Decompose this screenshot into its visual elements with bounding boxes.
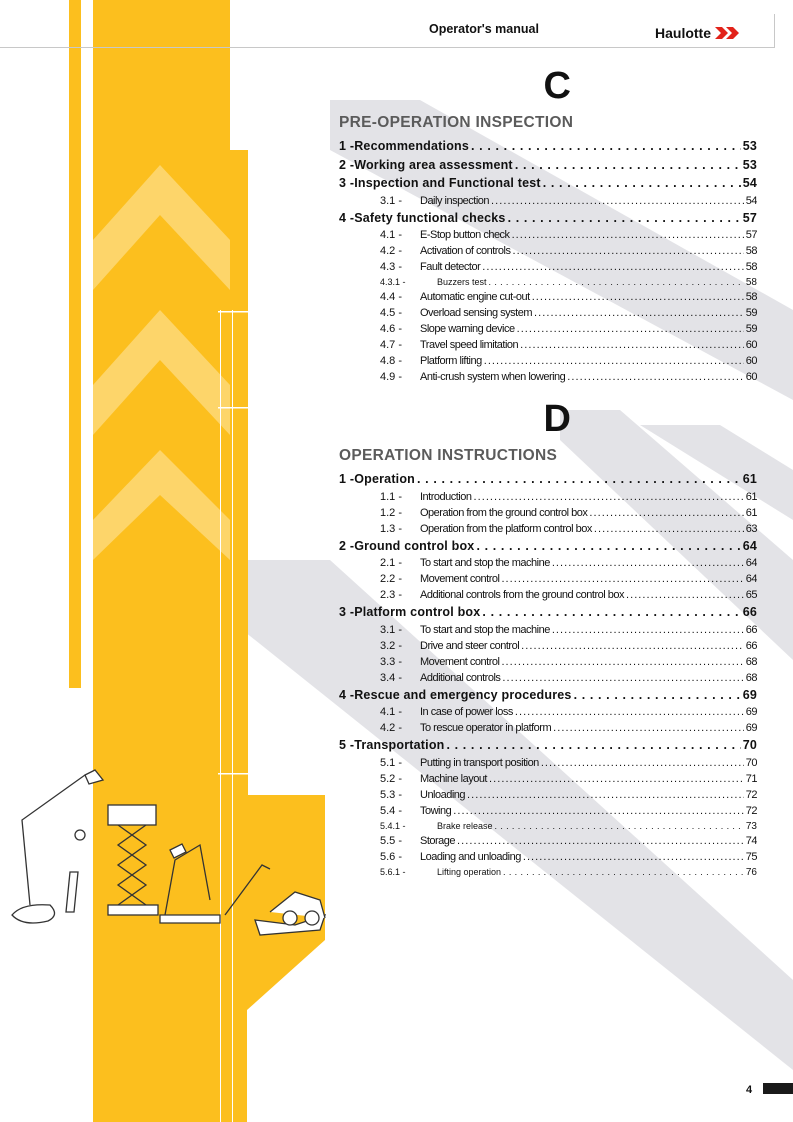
brand-chevrons-icon <box>713 26 745 40</box>
toc-leader-dots <box>589 505 743 521</box>
toc-entry-label: Storage <box>420 834 456 847</box>
section-title: PRE-OPERATION INSPECTION <box>339 114 574 131</box>
toc-entry[interactable] <box>339 369 757 385</box>
toc-entry-number: 4.1 - <box>380 229 403 241</box>
toc-entry-page: 66 <box>742 605 757 619</box>
toc-entry[interactable] <box>339 670 757 686</box>
toc-entry[interactable] <box>339 289 757 305</box>
toc-entry[interactable] <box>339 470 757 489</box>
toc-entry-label: Inspection and Functional test <box>354 176 541 190</box>
toc-entry[interactable] <box>339 833 757 849</box>
toc-entry-number: 4.1 - <box>380 706 403 718</box>
toc-entry[interactable] <box>339 849 757 865</box>
toc-entry-label: Towing <box>420 804 452 817</box>
toc-entry-page: 59 <box>745 307 757 319</box>
toc-entry-label: Recommendations <box>354 139 470 153</box>
toc-entry-number: 5.4 - <box>380 804 403 817</box>
toc-entry-number: 1 - <box>339 139 355 153</box>
toc-entry-number: 4.7 - <box>380 339 403 351</box>
toc-entry-page: 66 <box>745 639 757 652</box>
toc-entry-number: 3.1 - <box>380 623 403 636</box>
toc-entry[interactable] <box>339 209 757 228</box>
toc-entry-page: 58 <box>745 261 757 273</box>
toc-entry-page: 65 <box>745 589 757 601</box>
toc-entry-page: 69 <box>745 722 757 734</box>
toc-entry-page: 66 <box>745 623 757 636</box>
toc-entry-number: 1 - <box>339 472 355 486</box>
toc-entry-label: Operation <box>354 472 416 486</box>
toc-entry-label: Slope warning device <box>420 323 515 335</box>
toc-entry-number: 3.1 - <box>380 194 403 207</box>
toc-entry-page: 53 <box>742 157 757 172</box>
toc-leader-dots <box>523 849 744 865</box>
toc-leader-dots <box>482 259 743 275</box>
toc-leader-dots <box>567 369 743 385</box>
toc-entry[interactable] <box>339 227 757 243</box>
toc-entry-number: 1.1 - <box>380 490 403 503</box>
toc-entry[interactable] <box>339 537 757 556</box>
toc-entry-label: Additional controls <box>420 671 501 684</box>
toc-leader-dots <box>417 470 741 489</box>
toc-entry[interactable] <box>339 587 757 603</box>
toc-entry-number: 3 - <box>339 176 355 190</box>
table-of-contents <box>339 65 757 879</box>
toc-entry-page: 68 <box>745 671 757 684</box>
toc-entry-label: Brake release <box>437 820 493 831</box>
toc-entry-page: 64 <box>745 557 757 569</box>
toc-entry-number: 2 - <box>339 538 355 553</box>
toc-entry[interactable] <box>339 771 757 787</box>
toc-entry[interactable] <box>339 603 757 622</box>
toc-entry-number: 4.3 - <box>380 261 403 273</box>
toc-entry-number: 4.4 - <box>380 291 403 303</box>
toc-entry-label: Putting in transport position <box>420 756 539 769</box>
toc-entry-page: 61 <box>745 490 757 503</box>
toc-entry[interactable] <box>339 819 757 833</box>
toc-entry-number: 4.2 - <box>380 245 403 257</box>
toc-entry-number: 5.3 - <box>380 788 403 801</box>
toc-leader-dots <box>626 587 744 603</box>
toc-leader-dots <box>521 638 744 654</box>
toc-entry-page: 72 <box>745 804 757 817</box>
toc-entry[interactable] <box>339 193 757 209</box>
toc-leader-dots <box>501 654 743 670</box>
toc-leader-dots <box>517 321 744 337</box>
toc-leader-dots <box>508 209 741 228</box>
toc-entry[interactable] <box>339 137 757 156</box>
toc-entry-number: 4.9 - <box>380 371 403 383</box>
toc-entry-page: 64 <box>742 538 757 553</box>
toc-entry-number: 4 - <box>339 210 355 225</box>
toc-entry-number: 3.3 - <box>380 655 403 668</box>
toc-entry-label: Automatic engine cut-out <box>420 291 530 303</box>
toc-entry-page: 70 <box>745 756 757 769</box>
toc-entry-number: 2.2 - <box>380 573 403 585</box>
toc-leader-dots <box>457 833 744 849</box>
toc-entry-page: 69 <box>742 687 757 702</box>
toc-entry[interactable] <box>339 243 757 259</box>
toc-entry-label: Drive and steer control <box>420 639 520 652</box>
toc-entry-page: 60 <box>745 371 757 383</box>
toc-leader-dots <box>541 755 744 771</box>
toc-entry-page: 72 <box>745 788 757 801</box>
toc-entry-label: E-Stop button check <box>420 229 510 241</box>
toc-entry-page: 61 <box>745 506 757 519</box>
toc-entry-label: Platform lifting <box>420 355 482 367</box>
toc-entry[interactable] <box>339 259 757 275</box>
toc-leader-dots <box>513 243 744 259</box>
toc-leader-dots <box>489 771 744 787</box>
toc-entry-page: 71 <box>745 772 757 785</box>
toc-leader-dots <box>501 571 743 587</box>
toc-entry-label: Overload sensing system <box>420 307 532 319</box>
toc-entry-label: Travel speed limitation <box>420 339 519 351</box>
toc-entry-number: 2 - <box>339 157 355 172</box>
toc-entry-page: 60 <box>745 339 757 351</box>
toc-entry-page: 73 <box>745 820 757 832</box>
toc-leader-dots <box>453 803 744 819</box>
toc-entry-page: 75 <box>745 850 757 863</box>
toc-entry-label: Activation of controls <box>420 245 511 257</box>
toc-entry-label: Transportation <box>354 738 445 752</box>
toc-entry-number: 5.2 - <box>380 772 403 785</box>
toc-entry-label: To start and stop the machine <box>420 557 550 569</box>
toc-entry-number: 4.6 - <box>380 323 403 335</box>
toc-entry[interactable] <box>339 787 757 803</box>
toc-entry-number: 2.1 - <box>380 557 403 569</box>
toc-entry[interactable] <box>339 803 757 819</box>
toc-entry-label: Introduction <box>420 490 472 503</box>
toc-entry-number: 1.2 - <box>380 506 403 519</box>
toc-entry[interactable] <box>339 622 757 638</box>
toc-entry-page: 68 <box>745 655 757 668</box>
toc-entry-page: 58 <box>745 291 757 303</box>
toc-entry-label: Daily inspection <box>420 194 490 207</box>
toc-entry-label: Operation from the platform control box <box>420 522 592 535</box>
toc-entry[interactable] <box>339 720 757 736</box>
toc-entry-label: Working area assessment <box>354 157 513 172</box>
header-vertical-rule <box>774 14 775 48</box>
toc-entry-label: Ground control box <box>354 538 475 553</box>
toc-entry-page: 69 <box>745 706 757 718</box>
toc-leader-dots <box>552 555 744 571</box>
toc-entry-page: 58 <box>745 277 757 288</box>
toc-entry-number: 3.4 - <box>380 671 403 684</box>
toc-leader-dots <box>534 305 744 321</box>
toc-leader-dots <box>495 819 744 833</box>
toc-entry[interactable] <box>339 521 757 537</box>
toc-entry-number: 5.6 - <box>380 850 403 863</box>
toc-entry[interactable] <box>339 156 757 175</box>
header-rule <box>0 47 775 48</box>
toc-entry[interactable] <box>339 505 757 521</box>
toc-entry-page: 64 <box>745 573 757 585</box>
toc-leader-dots <box>512 227 744 243</box>
section-letter: D <box>543 398 572 440</box>
toc-entry-page: 59 <box>745 323 757 335</box>
toc-entry-page: 61 <box>742 472 757 486</box>
toc-entry-page: 54 <box>745 194 757 207</box>
toc-entry[interactable] <box>339 321 757 337</box>
toc-entry-label: In case of power loss <box>420 706 513 718</box>
toc-entry-label: Operation from the ground control box <box>420 506 588 519</box>
toc-entry-page: 58 <box>745 245 757 257</box>
toc-entry[interactable] <box>339 654 757 670</box>
toc-entry[interactable] <box>339 571 757 587</box>
toc-entry-page: 54 <box>742 176 757 190</box>
toc-entry-number: 5.4.1 - <box>380 820 406 831</box>
toc-leader-dots <box>520 337 744 353</box>
toc-entry-number: 4.3.1 - <box>380 277 406 287</box>
toc-leader-dots <box>515 704 744 720</box>
toc-entry[interactable] <box>339 305 757 321</box>
toc-entry-number: 4 - <box>339 687 355 702</box>
toc-entry[interactable] <box>339 489 757 505</box>
toc-entry-label: Unloading <box>420 788 466 801</box>
toc-entry[interactable] <box>339 337 757 353</box>
yellow-strip-left <box>69 0 81 688</box>
toc-entry-label: Machine layout <box>420 772 487 785</box>
section-letter: C <box>543 65 572 107</box>
toc-entry-label: Movement control <box>420 573 500 585</box>
toc-entry-label: To start and stop the machine <box>420 623 550 636</box>
toc-entry-label: Lifting operation <box>437 866 502 877</box>
toc-entry-label: Buzzers test <box>437 277 487 287</box>
toc-leader-dots <box>543 174 741 193</box>
toc-entry[interactable] <box>339 736 757 755</box>
toc-leader-dots <box>476 537 740 556</box>
toc-entry-label: Anti-crush system when lowering <box>420 371 566 383</box>
brand-name: Haulotte <box>655 25 711 41</box>
toc-entry-label: Rescue and emergency procedures <box>354 687 572 702</box>
toc-leader-dots <box>471 137 741 156</box>
toc-entry-number: 3.2 - <box>380 639 403 652</box>
toc-entry-label: Loading and unloading <box>420 850 521 863</box>
toc-entry-page: 57 <box>745 229 757 241</box>
toc-entry-label: Platform control box <box>354 605 481 619</box>
toc-entry-label: Safety functional checks <box>354 210 506 225</box>
toc-leader-dots <box>473 489 743 505</box>
toc-entry-page: 57 <box>742 210 757 225</box>
toc-entry-number: 5.6.1 - <box>380 866 406 877</box>
header-title: Operator's manual <box>429 22 539 36</box>
toc-entry-number: 5 - <box>339 738 355 752</box>
toc-leader-dots <box>447 736 741 755</box>
toc-entry-number: 4.8 - <box>380 355 403 367</box>
toc-leader-dots <box>532 289 744 305</box>
toc-entry-page: 53 <box>742 139 757 153</box>
toc-leader-dots <box>574 686 741 705</box>
toc-entry[interactable] <box>339 686 757 705</box>
toc-leader-dots <box>552 622 744 638</box>
section-title: OPERATION INSTRUCTIONS <box>339 447 558 464</box>
toc-entry[interactable] <box>339 704 757 720</box>
toc-entry-number: 4.5 - <box>380 307 403 319</box>
toc-leader-dots <box>515 156 741 175</box>
toc-entry-number: 1.3 - <box>380 522 403 535</box>
toc-entry[interactable] <box>339 555 757 571</box>
toc-entry-label: Additional controls from the ground control box <box>420 589 624 601</box>
toc-entry[interactable] <box>339 638 757 654</box>
toc-entry[interactable] <box>339 275 757 289</box>
toc-entry-page: 76 <box>745 866 757 878</box>
toc-leader-dots <box>484 353 744 369</box>
toc-leader-dots <box>502 670 743 686</box>
toc-entry-page: 74 <box>745 834 757 847</box>
toc-leader-dots <box>491 193 744 209</box>
toc-leader-dots <box>503 865 744 879</box>
toc-leader-dots <box>553 720 744 736</box>
toc-entry-number: 5.5 - <box>380 834 403 847</box>
toc-entry-number: 3 - <box>339 605 355 619</box>
toc-entry-number: 5.1 - <box>380 756 403 769</box>
toc-entry[interactable] <box>339 174 757 193</box>
toc-entry-number: 2.3 - <box>380 589 403 601</box>
toc-entry-page: 63 <box>745 522 757 535</box>
page-number: 4 <box>746 1084 753 1096</box>
toc-leader-dots <box>489 275 744 289</box>
toc-entry[interactable] <box>339 353 757 369</box>
toc-entry-page: 70 <box>742 738 757 752</box>
toc-entry-label: To rescue operator in platform <box>420 722 552 734</box>
toc-entry-number: 4.2 - <box>380 722 403 734</box>
page-number-bar <box>763 1083 793 1094</box>
toc-entry-page: 60 <box>745 355 757 367</box>
toc-entry-label: Movement control <box>420 655 500 668</box>
toc-leader-dots <box>594 521 744 537</box>
brand-logo <box>655 25 745 41</box>
toc-entry[interactable] <box>339 755 757 771</box>
toc-entry[interactable] <box>339 865 757 879</box>
toc-leader-dots <box>467 787 744 803</box>
toc-entry-label: Fault detector <box>420 261 481 273</box>
toc-leader-dots <box>482 603 740 622</box>
